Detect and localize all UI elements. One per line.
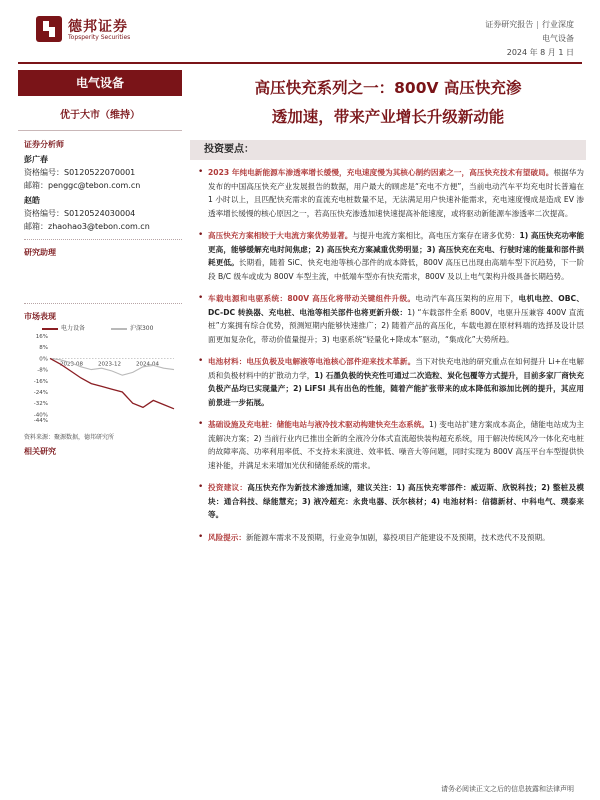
bullet-text: 根据华为发布的中国高压快充产业发展报告的数据，用户最大的顾虑是“充电不方便”，当前电动汽车平均充电时长普遍在 1 小时以上，且匹配快充需求的直流充电桩数量不足，无法满足用户快速补能需求，充电速度慢成是造成 EV 渗透率增长缓慢的核心原因之一，若高压快充渗透加速快速提高补能速度，或将驱动新能源车渗透率二次提高。 bbox=[208, 168, 585, 218]
bullet-highlight: 电池材料：电压负极及电解液等电池核心部件迎来技术革新。 bbox=[208, 357, 416, 366]
bullet-tail: 1) “车载部件全系 800V，电驱升压兼容 400V 直流桩”方案拥有综合优势，预测短期内能够快速推广；2) 随着产品的高压化，车载电源在原材料端的选择及设计层面更加复杂化，带动价值量提升；3) 电驱系统“轻量化+降成本”驱动，“集成化”大势所趋。 bbox=[208, 307, 584, 344]
bullet-bold: 1) 高压快充功率能更高，能够缓解充电时间焦虑；2) 高压快充方案减重优势明显；3) 高压快充在充电、行驶时速的能量和部件损耗更低。 bbox=[208, 231, 585, 267]
bullet-text: 当下对快充电池的研究重点在如何提升 Li+在电解质和负极材料中的扩散动力学， bbox=[208, 357, 584, 380]
analyst-name: 赵皓 bbox=[24, 196, 40, 205]
bullet-bold: 1) 石墨负极的快充性可通过二次造粒、炭化包覆等方式提升，目前多家厂商快充负极产品均已实现量产；2) LiFSI 具有出色的性能，随着产能扩张带来的成本降低和添加比例的提升，其应用前景进一步拓展。 bbox=[208, 370, 584, 407]
bullet-highlight: 2023 年纯电新能源车渗透率增长缓慢，充电速度慢为其核心制约因素之一，高压快充技术有望破局。 bbox=[208, 168, 554, 177]
y-tick-label: -24% bbox=[33, 390, 48, 396]
analyst-cert: 资格编号：S0120524030004 bbox=[24, 209, 136, 218]
list-item bbox=[198, 355, 584, 409]
bullet-tail: 长期看，随着 SiC、快充电池等核心部件的成本降低，800V 高压已出现由高端车型下沉趋势，下一阶段 B/C 级车或成为 800V 车型主流，中低端车型亦有快充需求，800V 及以上电气架构升级具备长期趋势。 bbox=[208, 258, 585, 281]
y-tick-label: 16% bbox=[35, 334, 48, 340]
investment-heading: 投资要点： bbox=[190, 140, 586, 160]
list-item bbox=[198, 481, 584, 522]
y-tick-label: -32% bbox=[33, 401, 48, 408]
list-item bbox=[198, 292, 584, 346]
report-category: 行业深度 bbox=[542, 20, 574, 29]
analyst-email[interactable]: 邮箱：zhaohao3@tebon.com.cn bbox=[24, 222, 150, 231]
report-industry: 电气设备 bbox=[542, 34, 574, 43]
list-item bbox=[198, 166, 584, 220]
bullet-bold: 电机电控、OBC、DC-DC 转换器、充电桩、电池等相关部件也将更新升级： bbox=[208, 294, 584, 317]
y-tick-label: -16% bbox=[33, 378, 48, 385]
assistant-label: 研究助理 bbox=[24, 248, 56, 257]
rating-label: 优于大市（维持） bbox=[60, 110, 140, 121]
bullet-highlight: 高压快充方案相较于大电流方案优势显著。 bbox=[208, 231, 353, 240]
chart-source: 资料来源：聚源数据，德邦研究所 bbox=[24, 434, 115, 441]
analysts-label: 证券分析师 bbox=[24, 140, 64, 149]
rating-divider bbox=[18, 130, 182, 131]
x-tick-label: 2023-12 bbox=[98, 361, 121, 368]
report-title bbox=[190, 74, 586, 132]
y-tick-label: -44% bbox=[33, 418, 48, 424]
list-item bbox=[198, 418, 584, 472]
bullet-highlight: 风险提示： bbox=[208, 532, 246, 542]
bullet-highlight: 投资建议： bbox=[208, 483, 248, 492]
divider bbox=[24, 303, 182, 304]
market-chart bbox=[24, 318, 182, 428]
logo-mark-icon bbox=[36, 16, 62, 42]
sector-badge: 电气设备 bbox=[18, 70, 182, 96]
list-item bbox=[198, 531, 584, 545]
market-label: 市场表现 bbox=[24, 312, 56, 321]
y-tick-label: -8% bbox=[37, 367, 48, 374]
x-tick-label: 2023-08 bbox=[60, 361, 83, 368]
bullet-highlight: 基础设施及充电桩：储能电站与液冷技术驱动构建快充生态系统。 bbox=[208, 420, 429, 429]
bullet-text: 与提升电流方案相比，高电压方案存在诸多优势： bbox=[352, 231, 520, 240]
analyst-name: 彭广春 bbox=[24, 155, 48, 164]
bullet-bold: 高压快充作为新技术渗透加速，建议关注：1) 高压快充零部件：威迈斯、欣锐科技；2) 整桩及模块：通合科技、绿能慧充；3) 液冷超充：永贵电器、沃尔核材；4) 电池材料：信德新材、中科电气、璞泰来等。 bbox=[208, 483, 584, 519]
analyst-cert: 资格编号：S0120522070001 bbox=[24, 168, 136, 177]
bullet-highlight: 车载电源和电驱系统：800V 高压化将带动关键组件升级。 bbox=[208, 294, 416, 303]
report-meta: 证券研究报告 | 行业深度 电气设备 2024 年 8 月 1 日 bbox=[485, 18, 574, 60]
related-label: 相关研究 bbox=[24, 447, 56, 456]
report-type: 证券研究报告 bbox=[485, 20, 534, 29]
logo-text-cn: 德邦证券 bbox=[68, 19, 128, 35]
y-tick-label: 8% bbox=[39, 345, 48, 352]
investment-points bbox=[198, 166, 584, 553]
legend-label-index: 沪深300 bbox=[129, 325, 154, 332]
analyst-panel bbox=[24, 138, 182, 323]
logo-text-en: Topsperity Securities bbox=[68, 34, 131, 41]
chart-plot bbox=[24, 330, 182, 430]
analyst-email[interactable]: 邮箱：penggc@tebon.com.cn bbox=[24, 181, 141, 190]
header-divider bbox=[18, 62, 582, 64]
legend-label-sector: 电力设备 bbox=[61, 325, 86, 332]
bullet-text: 新能源车需求不及预期，行业竞争加剧，募投项目产能建设不及预期，技术迭代不及预期。 bbox=[245, 532, 550, 542]
title-line-1: 高压快充系列之一：800V 高压快充渗 bbox=[254, 79, 522, 97]
bullet-text: 电动汽车高压架构的应用下， bbox=[415, 294, 519, 303]
report-date: 2024 年 8 月 1 日 bbox=[506, 48, 574, 57]
x-tick-label: 2024-04 bbox=[136, 361, 159, 368]
y-tick-label: -40% bbox=[33, 412, 48, 419]
company-logo bbox=[36, 14, 156, 48]
y-tick-label: 0% bbox=[39, 356, 48, 363]
disclaimer-footer: 请务必阅读正文之后的信息披露和法律声明 bbox=[441, 785, 574, 793]
divider bbox=[24, 239, 182, 240]
bullet-text: 1) 变电站扩建方案成本高企，储能电站成为主流解决方案；2) 当前行业内已推出全新的全液冷分体式直流超快装构超充系统，用于解决传统风冷一体化充电桩的故障率高、功率利用率低、不支持未来演进、效率低、噪音大等问题，同时实现为 800V 高压平台车型提供快速补能，并满足未来增加光伏和储能系统的需求。 bbox=[208, 420, 584, 470]
title-line-2: 透加速，带来产业增长升级新动能 bbox=[271, 108, 505, 126]
list-item bbox=[198, 229, 584, 283]
